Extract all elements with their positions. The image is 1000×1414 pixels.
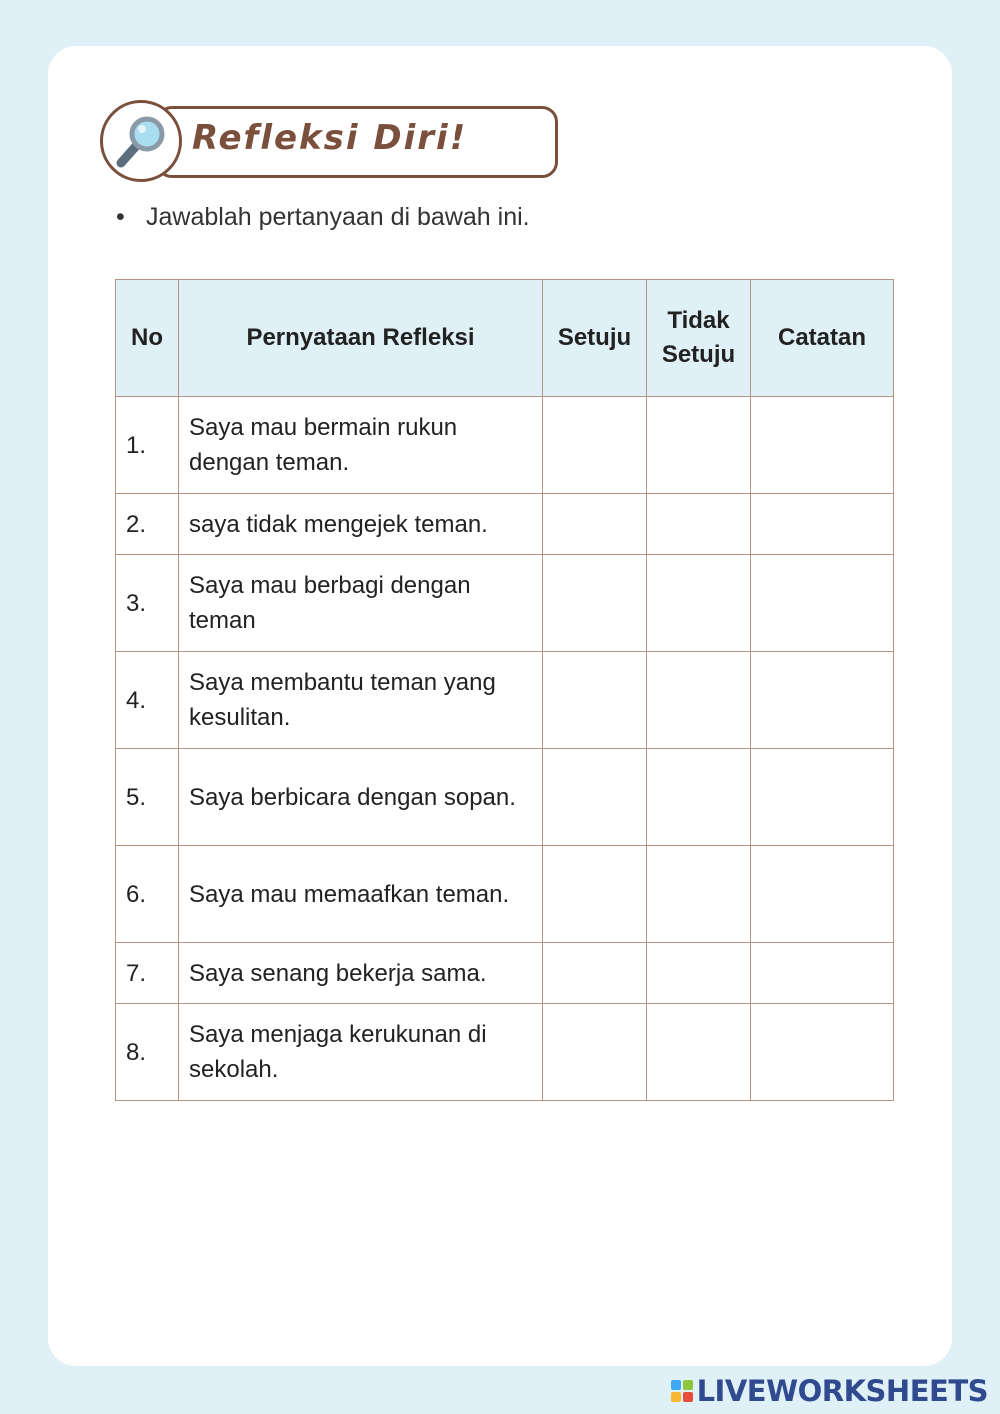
header-disagree: Tidak Setuju	[647, 280, 751, 397]
row-statement: Saya membantu teman yang kesulitan.	[179, 652, 543, 749]
disagree-cell[interactable]	[647, 1004, 751, 1101]
table-row	[116, 1004, 894, 1101]
header-notes: Catatan	[751, 280, 894, 397]
table-header-row	[116, 280, 894, 397]
row-statement: Saya senang bekerja sama.	[179, 943, 543, 1004]
table-row	[116, 494, 894, 555]
row-number: 3.	[116, 555, 179, 652]
disagree-cell[interactable]	[647, 494, 751, 555]
table-row	[116, 749, 894, 846]
row-statement: Saya mau bermain rukun dengan teman.	[179, 397, 543, 494]
agree-cell[interactable]	[543, 494, 647, 555]
agree-cell[interactable]	[543, 555, 647, 652]
header-no: No	[116, 280, 179, 397]
disagree-cell[interactable]	[647, 652, 751, 749]
agree-cell[interactable]	[543, 846, 647, 943]
agree-cell[interactable]	[543, 943, 647, 1004]
header-statement: Pernyataan Refleksi	[179, 280, 543, 397]
agree-cell[interactable]	[543, 1004, 647, 1101]
notes-cell[interactable]	[751, 846, 894, 943]
disagree-cell[interactable]	[647, 943, 751, 1004]
magnifier-icon-circle	[100, 100, 182, 182]
row-statement: saya tidak mengejek teman.	[179, 494, 543, 555]
disagree-cell[interactable]	[647, 749, 751, 846]
row-statement: Saya berbicara dengan sopan.	[179, 749, 543, 846]
notes-cell[interactable]	[751, 1004, 894, 1101]
magnifier-icon	[113, 113, 169, 169]
reflection-table	[115, 279, 894, 1101]
row-statement: Saya mau berbagi dengan teman	[179, 555, 543, 652]
notes-cell[interactable]	[751, 943, 894, 1004]
table-row	[116, 652, 894, 749]
notes-cell[interactable]	[751, 652, 894, 749]
table-row	[116, 943, 894, 1004]
instruction-text: Jawablah pertanyaan di bawah ini.	[146, 203, 530, 231]
brand-name: LIVEWORKSHEETS	[696, 1374, 988, 1408]
bullet-dot: •	[116, 203, 125, 231]
notes-cell[interactable]	[751, 397, 894, 494]
row-number: 4.	[116, 652, 179, 749]
agree-cell[interactable]	[543, 397, 647, 494]
title-banner	[100, 100, 560, 182]
row-number: 8.	[116, 1004, 179, 1101]
table-row	[116, 555, 894, 652]
agree-cell[interactable]	[543, 652, 647, 749]
liveworksheets-logo-icon	[671, 1380, 693, 1402]
disagree-cell[interactable]	[647, 555, 751, 652]
liveworksheets-brand[interactable]	[671, 1374, 988, 1408]
notes-cell[interactable]	[751, 749, 894, 846]
row-number: 2.	[116, 494, 179, 555]
table-row	[116, 397, 894, 494]
row-number: 5.	[116, 749, 179, 846]
page-title: Refleksi Diri!	[192, 118, 468, 158]
row-statement: Saya mau memaafkan teman.	[179, 846, 543, 943]
notes-cell[interactable]	[751, 555, 894, 652]
notes-cell[interactable]	[751, 494, 894, 555]
disagree-cell[interactable]	[647, 397, 751, 494]
row-number: 7.	[116, 943, 179, 1004]
agree-cell[interactable]	[543, 749, 647, 846]
table-row	[116, 846, 894, 943]
row-number: 1.	[116, 397, 179, 494]
instruction	[116, 203, 530, 232]
disagree-cell[interactable]	[647, 846, 751, 943]
row-statement: Saya menjaga kerukunan di sekolah.	[179, 1004, 543, 1101]
row-number: 6.	[116, 846, 179, 943]
header-agree: Setuju	[543, 280, 647, 397]
